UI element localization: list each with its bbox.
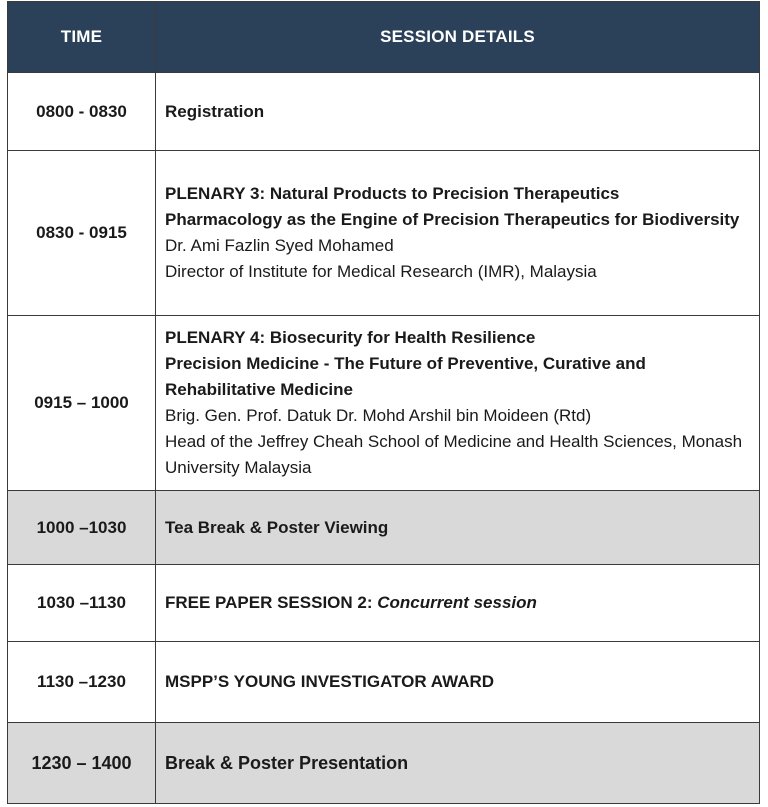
table-row xyxy=(8,723,760,804)
session-subtitle: Pharmacology as the Engine of Precision Therapeutics for Biodiversity xyxy=(165,210,740,229)
time-cell: 1030 –1130 xyxy=(8,565,156,642)
session-title: Break & Poster Presentation xyxy=(165,753,409,773)
session-title: PLENARY 4: Biosecurity for Health Resilience xyxy=(165,328,536,347)
speaker-affiliation: Head of the Jeffrey Cheah School of Medicine and Health Sciences, Monash University Malaysia xyxy=(165,432,743,477)
detail-cell xyxy=(156,73,760,151)
header-time: TIME xyxy=(8,2,156,73)
detail-cell xyxy=(156,151,760,316)
session-title: Registration xyxy=(165,101,265,121)
speaker-name: Brig. Gen. Prof. Datuk Dr. Mohd Arshil bin Moideen (Rtd) xyxy=(165,406,592,425)
time-cell: 0800 - 0830 xyxy=(8,73,156,151)
table-row xyxy=(8,73,760,151)
table-row xyxy=(8,151,760,316)
table-row xyxy=(8,316,760,491)
session-title-italic: Concurrent session xyxy=(377,593,537,612)
speaker-affiliation: Director of Institute for Medical Research (IMR), Malaysia xyxy=(165,262,597,281)
time-cell: 1230 – 1400 xyxy=(8,723,156,804)
detail-cell xyxy=(156,565,760,642)
table-row xyxy=(8,565,760,642)
header-row xyxy=(8,2,760,73)
time-cell: 0830 - 0915 xyxy=(8,151,156,316)
detail-cell xyxy=(156,491,760,565)
schedule-table xyxy=(7,1,760,804)
detail-cell xyxy=(156,642,760,723)
detail-cell xyxy=(156,723,760,804)
detail-cell xyxy=(156,316,760,491)
time-cell: 1000 –1030 xyxy=(8,491,156,565)
speaker-name: Dr. Ami Fazlin Syed Mohamed xyxy=(165,236,394,255)
header-session-details: SESSION DETAILS xyxy=(156,2,760,73)
table-row xyxy=(8,642,760,723)
session-title: MSPP’S YOUNG INVESTIGATOR AWARD xyxy=(165,672,495,691)
time-cell: 1130 –1230 xyxy=(8,642,156,723)
session-subtitle: Precision Medicine - The Future of Preventive, Curative and Rehabilitative Medicine xyxy=(165,354,646,399)
session-title: Tea Break & Poster Viewing xyxy=(165,517,389,537)
session-title: FREE PAPER SESSION 2: xyxy=(165,593,373,612)
session-title: PLENARY 3: Natural Products to Precision Therapeutics xyxy=(165,184,620,203)
table-row xyxy=(8,491,760,565)
time-cell: 0915 – 1000 xyxy=(8,316,156,491)
